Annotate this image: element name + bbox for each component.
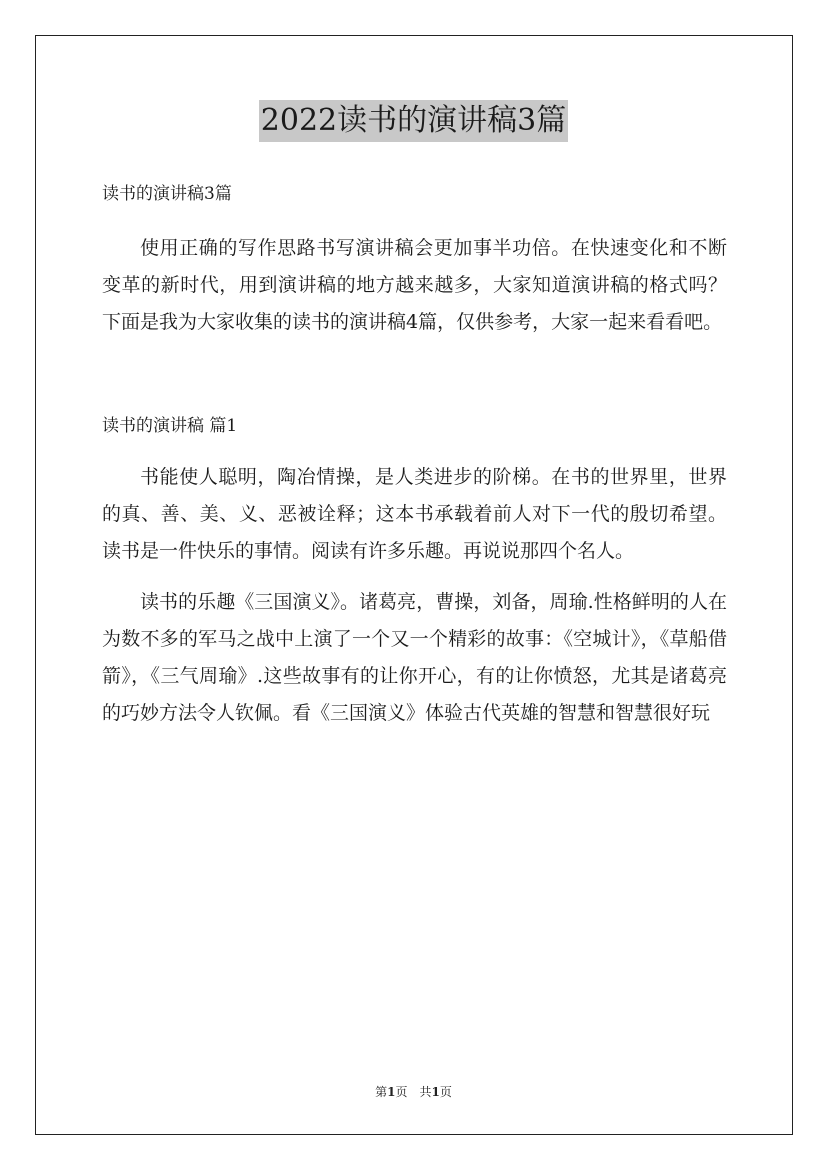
footer-page-mid: 页 共 — [395, 1085, 432, 1099]
footer-page-prefix: 第 — [375, 1085, 388, 1099]
subtitle: 读书的演讲稿3篇 — [102, 184, 232, 204]
document-body — [102, 176, 727, 732]
section1-paragraph-2: 读书的乐趣《三国演义》。诸葛亮，曹操，刘备，周瑜.性格鲜明的人在为数不多的军马之战中上演了一个又一个精彩的故事：《空城计》，《草船借箭》，《三气周瑜》.这些故事有的让你开心，有的让你愤怒，尤其是诸葛亮的巧妙方法令人钦佩。看《三国演义》体验古代英雄的智慧和智慧很好玩 — [102, 591, 727, 724]
section1-paragraph-1: 书能使人聪明，陶冶情操，是人类进步的阶梯。在书的世界里，世界的真、善、美、义、恶被诠释；这本书承载着前人对下一代的殷切希望。读书是一件快乐的事情。阅读有许多乐趣。再说说那四个名人。 — [102, 466, 727, 562]
footer-page-number: 1 — [387, 1085, 396, 1099]
document-title: 2022读书的演讲稿3篇 — [259, 100, 568, 142]
footer-page-suffix: 页 — [439, 1085, 452, 1099]
title-container — [0, 100, 827, 142]
intro-paragraph: 使用正确的写作思路书写演讲稿会更加事半功倍。在快速变化和不断变革的新时代，用到演讲稿的地方越来越多，大家知道演讲稿的格式吗？下面是我为大家收集的读书的演讲稿4篇，仅供参考，大家一起来看看吧。 — [102, 237, 727, 333]
footer-page-total: 1 — [431, 1085, 440, 1099]
section-heading-1: 读书的演讲稿 篇1 — [102, 416, 238, 436]
page-footer — [0, 1083, 827, 1101]
